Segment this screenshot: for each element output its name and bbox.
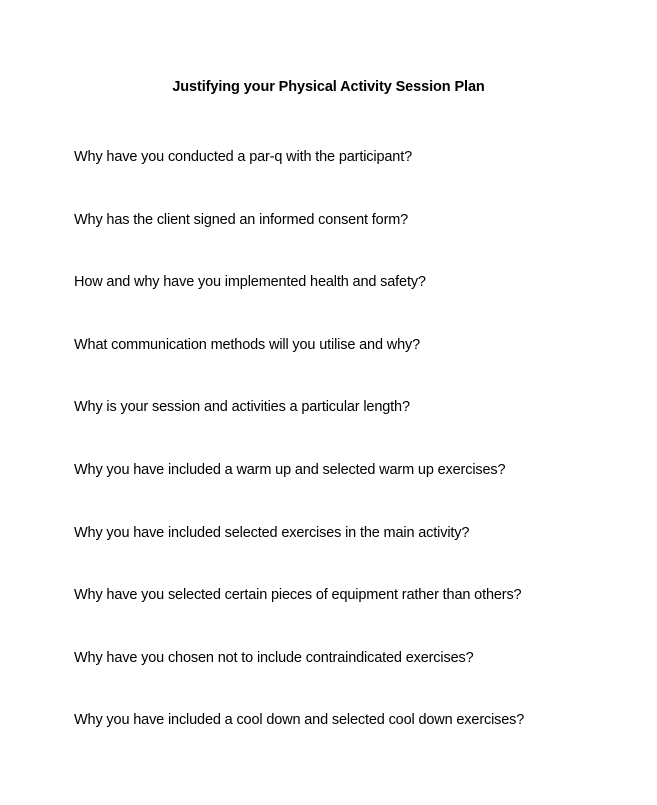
question-item: Why you have included a cool down and selected cool down exercises? (74, 712, 525, 729)
question-item: Why is your session and activities a particular length? (74, 399, 410, 416)
question-item: Why has the client signed an informed consent form? (74, 211, 409, 228)
question-item: How and why have you implemented health and safety? (74, 274, 426, 291)
question-item: What communication methods will you utilise and why? (74, 336, 420, 353)
question-item: Why you have included selected exercises in the main activity? (74, 524, 470, 541)
document-title: Justifying your Physical Activity Session Plan (172, 79, 485, 95)
question-item: Why have you selected certain pieces of equipment rather than others? (74, 587, 522, 604)
question-item: Why have you conducted a par-q with the participant? (74, 149, 412, 165)
question-list (74, 147, 524, 773)
question-item: Why have you chosen not to include contraindicated exercises? (74, 649, 474, 666)
question-item: Why you have included a warm up and selected warm up exercises? (74, 461, 506, 478)
